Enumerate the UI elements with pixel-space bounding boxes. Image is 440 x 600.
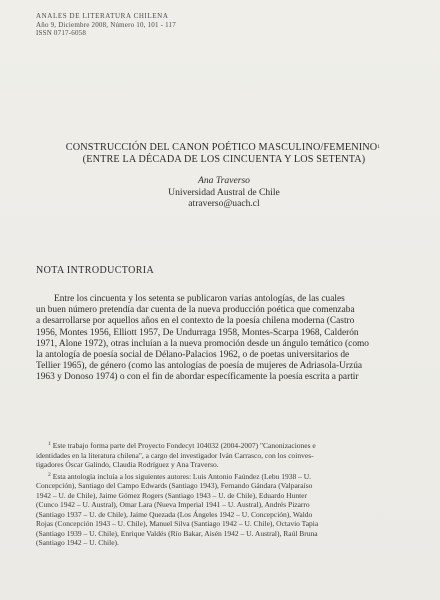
body-line: 1971, Alone 1972), otras incluían a la nueva promoción desde un ángulo temático (como — [36, 338, 369, 349]
body-line: 1963 y Donoso 1974) o con el fin de abordar específicamente la poesía escrita a partir — [36, 372, 359, 383]
body-line: un buen número pretendía dar cuenta de la nueva producción poética que comenzaba — [36, 305, 355, 316]
body-line: 1956, Montes 1956, Elliott 1957, De Undurraga 1958, Montes-Scarpa 1968, Calderón — [36, 327, 359, 338]
footnote-line: $^2$ Esta antología incluía a los siguientes autores: Luis Antonio Faúndez (Lebu 1938 – U. — [48, 471, 312, 481]
footnote-line: (Santiago 1939 – U. Chile), Enrique Valdés (Río Bakar, Aisén 1942 – U. Austral), Raúl Bruna — [36, 528, 318, 538]
author-email: atraverso@uach.cl — [188, 198, 260, 209]
author-block — [34, 175, 414, 210]
body-line: Entre los cincuenta y los setenta se publicaron varias antologías, de las cuales — [54, 294, 345, 304]
title-footnote-mark: 1 — [377, 144, 381, 150]
footnote-line: Rojas (Concepción 1943 – U. Chile), Manuel Silva (Santiago 1942 – U. Chile), Octavio Tapia — [36, 519, 319, 528]
body-paragraph — [36, 294, 420, 384]
footnote-line: 1942 – U. de Chile), Jaime Gómez Rogers (Santiago 1943 – U. de Chile), Eduardo Hunter — [36, 490, 307, 500]
section-heading: NOTA INTRODUCTORIA — [36, 265, 155, 276]
footnotes — [36, 441, 420, 550]
footnote-line: (Santiago 1937 – U. de Chile), Jaime Quezada (Los Ángeles 1942 – U. Concepción), Waldo — [36, 509, 313, 519]
body-line: a desarrollarse por aquellos años en el contexto de la poesía chilena moderna (Castro — [36, 316, 355, 327]
footnote-line: identidades en la literatura chilena", a cargo del investigador Iván Carrasco, con los coinves- — [36, 450, 314, 460]
footnote-2 — [36, 472, 420, 548]
author-affiliation: Universidad Austral de Chile — [168, 186, 280, 198]
footnote-mark: 1 — [48, 441, 51, 447]
footnote-line: tigadores Óscar Galindo, Claudia Rodríguez y Ana Traverso. — [36, 460, 219, 469]
footnote-line: (Santiago 1942 – U. Chile). — [36, 538, 119, 547]
journal-header — [36, 12, 236, 38]
article-title — [34, 142, 414, 166]
footnote-line: Concepción), Santiago del Campo Edwards (Santiago 1943), Fernando Gándara (Valparaíso — [36, 481, 313, 490]
footnote-1 — [36, 441, 420, 470]
body-line: Tellier 1965), de género (como las antologías de poesía de mujeres de Adriasola-Urzúa — [36, 361, 363, 372]
journal-name: ANALES DE LITERATURA CHILENA — [36, 12, 169, 20]
footnote-line: (Cunco 1942 – U. Austral), Omar Lara (Nueva Imperial 1941 – U. Austral), Andrés Pizarro — [36, 500, 310, 509]
author-name: Ana Traverso — [198, 175, 250, 186]
title-line-2: (ENTRE LA DÉCADA DE LOS CINCUENTA Y LOS SETENTA) — [82, 154, 366, 165]
journal-issn: ISSN 0717-6058 — [36, 29, 87, 37]
footnote-line: $^1$ Este trabajo forma parte del Proyecto Fondecyt 104032 (2004-2007) "Canonizaciones e — [48, 441, 316, 450]
footnote-mark: 2 — [48, 471, 51, 478]
journal-issue: Año 9, Diciembre 2008, Número 10, 101 - 117 — [36, 20, 176, 29]
body-line: la antología de poesía social de Délano-Palacios 1962, o de poetas universitarios de — [36, 349, 350, 360]
title-line-1: CONSTRUCCIÓN DEL CANON POÉTICO MASCULINO/FEMENINO$^1$ — [65, 142, 381, 153]
